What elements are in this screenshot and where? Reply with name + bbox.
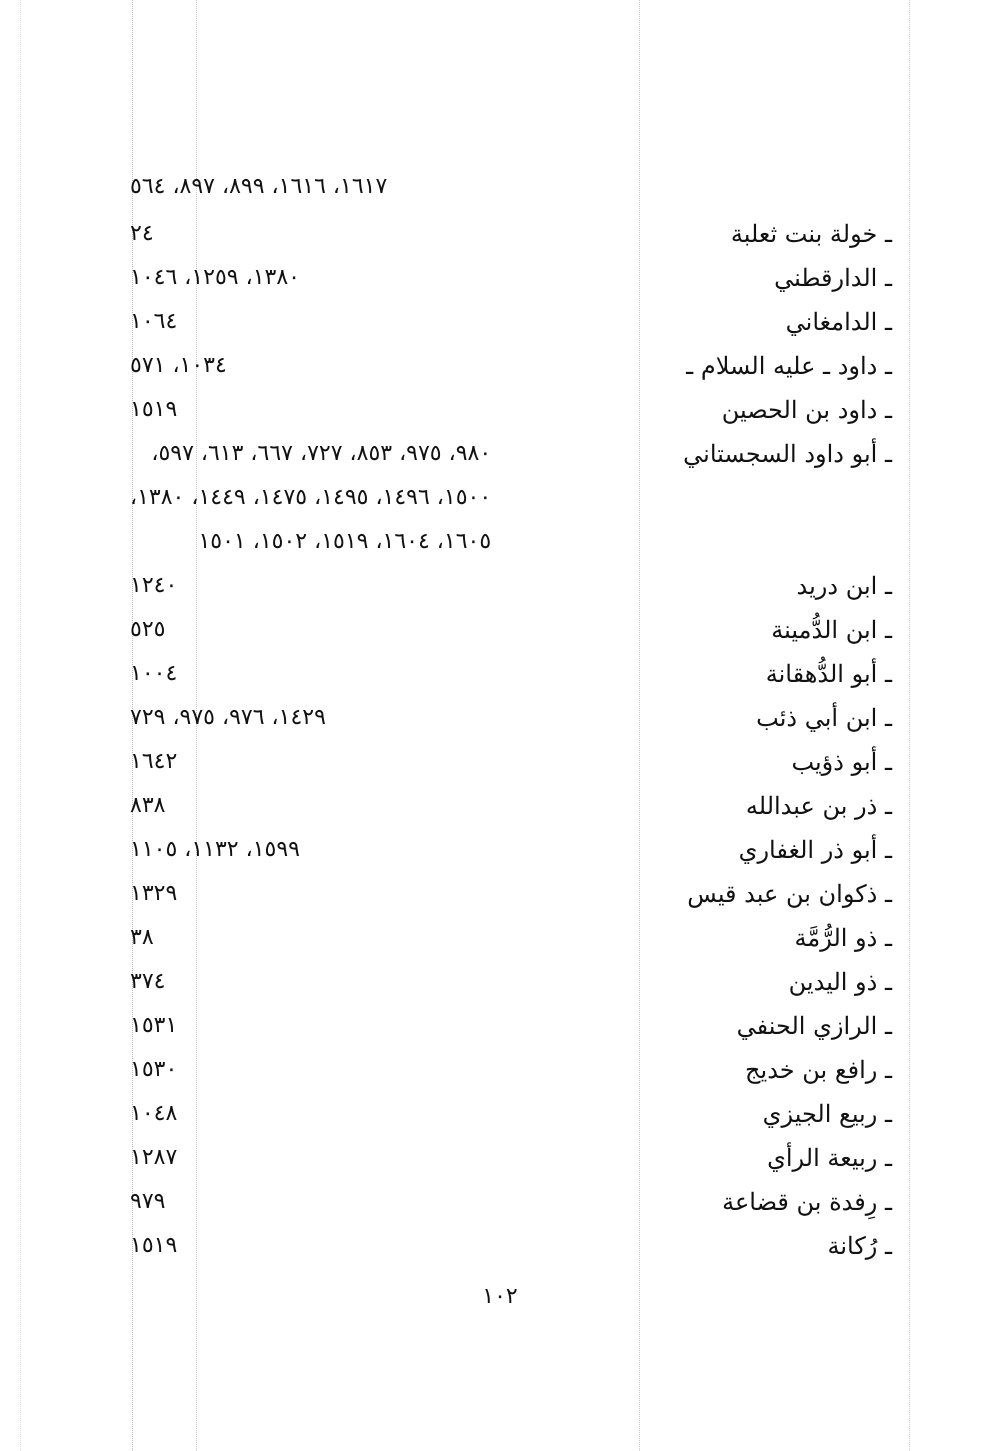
entry-name: ـ ذر بن عبدالله: [745, 792, 892, 820]
entry-page-references: [130, 698, 326, 742]
entry-page-references: [130, 1006, 177, 1050]
continued-page-references: ١٦١٧، ١٦١٦، ٨٩٩، ٨٩٧، ٥٦٤: [130, 174, 388, 199]
entry-page-references: [130, 258, 300, 302]
page-reference-line: ٩٨٠، ٩٧٥، ٨٥٣، ٧٢٧، ٦٦٧، ٦١٣، ٥٩٧،: [151, 441, 492, 466]
entry-page-references: [130, 302, 177, 346]
index-entry: [0, 786, 1000, 830]
entry-name: ـ رافع بن خديج: [745, 1056, 892, 1084]
index-entry: [0, 610, 1000, 654]
entry-name: ـ ابن أبي ذئب: [756, 704, 892, 732]
entry-page-references: [130, 1226, 177, 1270]
entry-name: ـ ابن الدُّمينة: [771, 616, 892, 644]
entry-name: ـ ذكوان بن عبد قيس: [687, 880, 892, 908]
page-reference-line: ٣٧٤: [130, 969, 166, 994]
entry-page-references: [130, 786, 165, 830]
page-reference-line: ١٥٣١: [130, 1013, 178, 1038]
entry-page-references: [130, 1182, 165, 1226]
page-reference-line: ٣٨: [130, 925, 154, 950]
entry-page-references: [130, 214, 154, 258]
entry-name: ـ الدارقطني: [774, 264, 892, 292]
entry-name: ـ الدامغاني: [785, 308, 892, 336]
page-reference-line: ١٥٩٩، ١١٣٢، ١١٠٥: [130, 837, 300, 862]
name-index-list: [0, 214, 1000, 1270]
page-reference-line: ١٣٨٠، ١٢٥٩، ١٠٤٦: [130, 265, 300, 290]
entry-name: ـ رُكانة: [827, 1232, 892, 1260]
index-entry: [0, 258, 1000, 302]
entry-name: ـ أبو ذؤيب: [791, 748, 892, 776]
page-reference-line: ٢٤: [130, 221, 154, 246]
page-reference-line: ١٣٢٩: [130, 881, 178, 906]
index-entry: [0, 654, 1000, 698]
page-reference-line: ١٢٤٠: [130, 573, 178, 598]
index-entry: [0, 390, 1000, 434]
entry-page-references: [130, 1050, 177, 1094]
entry-name: ـ داود بن الحصين: [721, 396, 892, 424]
entry-name: ـ خولة بنت ثعلبة: [730, 220, 892, 248]
index-entry: [0, 214, 1000, 258]
entry-page-references: [130, 742, 177, 786]
entry-page-references: [130, 654, 177, 698]
entry-name: ـ الرازي الحنفي: [736, 1012, 892, 1040]
index-entry: [0, 566, 1000, 610]
entry-page-references: [130, 434, 492, 554]
entry-name: ـ أبو الدُّهقانة: [765, 660, 892, 688]
entry-page-references: [130, 874, 177, 918]
page-reference-line: ١٦٤٢: [130, 749, 178, 774]
entry-name: ـ ابن دريد: [796, 572, 892, 600]
index-entry: [0, 1138, 1000, 1182]
entry-page-references: [130, 830, 300, 874]
entry-page-references: [130, 346, 227, 390]
page-reference-line: ١٠٦٤: [130, 309, 178, 334]
index-entry: [0, 918, 1000, 962]
index-entry: [0, 346, 1000, 390]
index-entry: [0, 302, 1000, 346]
page-reference-line: ١٢٨٧: [130, 1145, 178, 1170]
page-number: ١٠٢: [482, 1284, 518, 1309]
index-entry: [0, 1050, 1000, 1094]
page-reference-line: ١٥٠٠، ١٤٩٦، ١٤٩٥، ١٤٧٥، ١٤٤٩، ١٣٨٠،: [130, 485, 492, 510]
index-entry: [0, 434, 1000, 566]
entry-name: ـ أبو ذر الغفاري: [738, 836, 892, 864]
page-reference-line: ١٦٠٥، ١٦٠٤، ١٥١٩، ١٥٠٢، ١٥٠١: [198, 529, 492, 554]
index-entry: [0, 830, 1000, 874]
page-reference-line: ٩٧٩: [130, 1189, 166, 1214]
page-reference-line: ٨٣٨: [130, 793, 166, 818]
entry-page-references: [130, 610, 165, 654]
entry-name: ـ داود ـ عليه السلام ـ: [686, 352, 892, 380]
page-reference-line: ١٠٣٤، ٥٧١: [130, 353, 227, 378]
entry-page-references: [130, 1094, 177, 1138]
index-entry: [0, 1226, 1000, 1270]
entry-name: ـ أبو داود السجستاني: [683, 440, 892, 468]
page-reference-line: ١٠٤٨: [130, 1101, 178, 1126]
entry-page-references: [130, 1138, 177, 1182]
page-reference-line: ٥٢٥: [130, 617, 166, 642]
index-entry: [0, 1094, 1000, 1138]
entry-name: ـ ذو اليدين: [788, 968, 892, 996]
index-entry: [0, 962, 1000, 1006]
index-entry: [0, 742, 1000, 786]
entry-name: ـ ذو الرُّمَّة: [794, 924, 892, 952]
page-reference-line: ١٥١٩: [130, 397, 178, 422]
entry-page-references: [130, 962, 165, 1006]
entry-page-references: [130, 566, 177, 610]
entry-page-references: [130, 918, 154, 962]
index-entry: [0, 1182, 1000, 1226]
index-entry: [0, 1006, 1000, 1050]
page-reference-line: ١٥٣٠: [130, 1057, 178, 1082]
index-entry: [0, 874, 1000, 918]
page-reference-line: ١٤٢٩، ٩٧٦، ٩٧٥، ٧٢٩: [130, 705, 326, 730]
entry-page-references: [130, 390, 177, 434]
index-entry: [0, 698, 1000, 742]
entry-name: ـ ربيع الجيزي: [762, 1100, 892, 1128]
entry-name: ـ رِفدة بن قضاعة: [722, 1188, 892, 1216]
page-reference-line: ١٠٠٤: [130, 661, 178, 686]
entry-name: ـ ربيعة الرأي: [767, 1144, 892, 1172]
page-reference-line: ١٥١٩: [130, 1233, 178, 1258]
